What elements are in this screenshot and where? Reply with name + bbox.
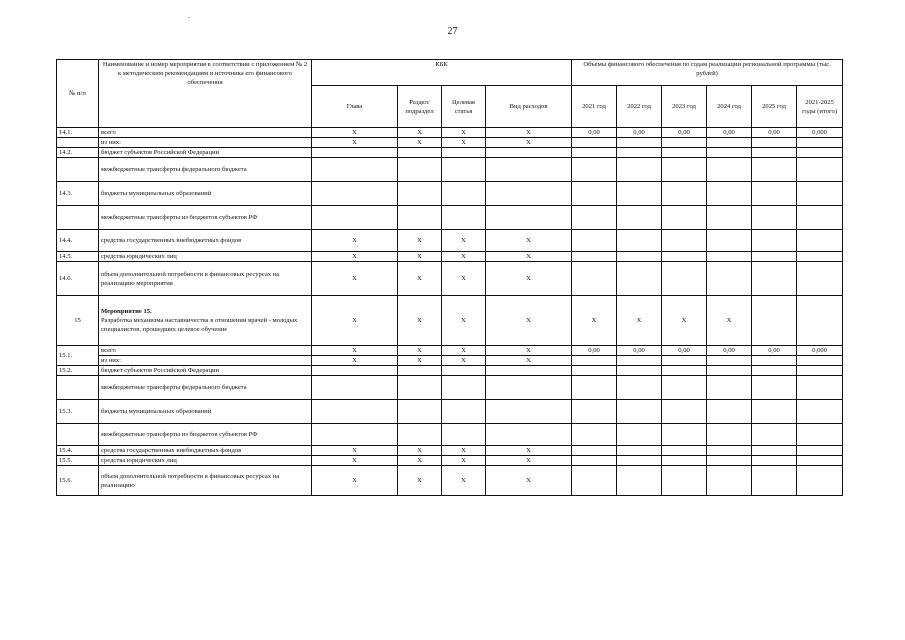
table-row <box>57 346 843 356</box>
cell-x: X <box>442 252 486 262</box>
cell-2025: 0,00 <box>752 128 797 138</box>
cell-x: X <box>572 296 617 346</box>
row-num: 14.5. <box>57 252 99 262</box>
cell-total: 0,000 <box>797 346 843 356</box>
cell-x: X <box>486 128 572 138</box>
header-2021: 2021 год <box>572 86 617 128</box>
row-name: всего <box>99 128 312 138</box>
cell-2023: 0,00 <box>662 128 707 138</box>
cell-x: X <box>486 466 572 496</box>
table-row <box>57 366 843 376</box>
cell-x: X <box>398 262 442 296</box>
row-name: бюджеты муниципальных образований <box>99 182 312 206</box>
cell-x: X <box>442 456 486 466</box>
page-number: 27 <box>447 26 458 37</box>
cell-x: X <box>312 356 398 366</box>
row-name: бюджеты муниципальных образований <box>99 400 312 424</box>
cell-2024: 0,00 <box>707 128 752 138</box>
row-name: межбюджетные трансферты из бюджетов субъектов РФ <box>99 424 312 446</box>
row-name: бюджет субъектов Российской Федерации <box>99 366 312 376</box>
header-2025: 2025 год <box>752 86 797 128</box>
header-2023: 2023 год <box>662 86 707 128</box>
cell-x: X <box>398 252 442 262</box>
cell-x: X <box>312 296 398 346</box>
table-row <box>57 400 843 424</box>
event-title: Мероприятие 15. <box>101 308 152 315</box>
row-num: 15.6. <box>57 466 99 496</box>
row-name: межбюджетные трансферты из бюджетов субъектов РФ <box>99 206 312 230</box>
table-row <box>57 424 843 446</box>
cell-2022: 0,00 <box>617 346 662 356</box>
header-statya: Целевая статья <box>442 86 486 128</box>
row-num: 15.3. <box>57 400 99 424</box>
row-num <box>57 158 99 182</box>
row-name: средства государственных внебюджетных фондов <box>99 230 312 252</box>
cell-x: X <box>312 346 398 356</box>
cell-x: X <box>486 252 572 262</box>
header-2024: 2024 год <box>707 86 752 128</box>
table-row <box>57 182 843 206</box>
cell-2023: 0,00 <box>662 346 707 356</box>
cell-x: X <box>442 296 486 346</box>
row-num: 14.4. <box>57 230 99 252</box>
cell-x: X <box>617 296 662 346</box>
funding-table <box>56 59 843 496</box>
table-row <box>57 296 843 346</box>
event-description: Разработка механизма наставничества в отношении врачей - молодых специалистов, прошедших целевое обучение <box>101 317 298 333</box>
row-num: 14.6. <box>57 262 99 296</box>
row-name: бюджет субъектов Российской Федерации <box>99 148 312 158</box>
cell-x: X <box>486 356 572 366</box>
header-razdel: Раздел/ подраздел <box>398 86 442 128</box>
row-name: объем дополнительной потребности в финансовых ресурсах на реализацию мероприятия <box>99 262 312 296</box>
cell-x: X <box>398 128 442 138</box>
row-name <box>99 296 312 346</box>
scan-speck <box>188 17 190 18</box>
cell-x: X <box>662 296 707 346</box>
cell-x: X <box>442 466 486 496</box>
cell-x: X <box>486 346 572 356</box>
row-num: 15.5. <box>57 456 99 466</box>
cell-x: X <box>312 466 398 496</box>
cell-x: X <box>442 262 486 296</box>
row-name: средства юридических лиц <box>99 252 312 262</box>
row-num: 15.1. <box>57 346 99 366</box>
cell-x: X <box>398 356 442 366</box>
table-row <box>57 376 843 400</box>
cell-2021: 0,00 <box>572 128 617 138</box>
row-name: всего <box>99 346 312 356</box>
header-row-1 <box>57 60 843 86</box>
header-glava: Глава <box>312 86 398 128</box>
cell-x: X <box>312 262 398 296</box>
row-name: из них: <box>99 356 312 366</box>
header-funding: Объемы финансового обеспечения по годам реализации региональной программы (тыс. рублей) <box>572 60 843 86</box>
row-name: средства государственных внебюджетных фондов <box>99 446 312 456</box>
cell-x: X <box>398 296 442 346</box>
cell-x: X <box>312 456 398 466</box>
cell-x: X <box>398 446 442 456</box>
cell-x: X <box>398 138 442 148</box>
header-total: 2021-2025 годы (итого) <box>797 86 843 128</box>
row-name: межбюджетные трансферты федерального бюджета <box>99 158 312 182</box>
row-num <box>57 424 99 446</box>
cell-2025: 0,00 <box>752 346 797 356</box>
cell-x: X <box>312 252 398 262</box>
cell-x: X <box>312 138 398 148</box>
row-num: 14.3. <box>57 182 99 206</box>
row-name: средства юридических лиц <box>99 456 312 466</box>
cell-x: X <box>486 446 572 456</box>
cell-x: X <box>398 456 442 466</box>
header-num: № п/п <box>57 60 99 128</box>
cell-x: X <box>442 356 486 366</box>
table-row <box>57 138 843 148</box>
cell-x: X <box>442 346 486 356</box>
row-num: 15.2. <box>57 366 99 376</box>
header-kbk: КБК <box>312 60 572 86</box>
table-row <box>57 158 843 182</box>
row-num: 15.4. <box>57 446 99 456</box>
cell-x: X <box>486 230 572 252</box>
header-2022: 2022 год <box>617 86 662 128</box>
cell-x: X <box>486 296 572 346</box>
table-row <box>57 466 843 496</box>
row-num <box>57 138 99 148</box>
row-num: 15 <box>57 296 99 346</box>
cell-x: X <box>398 230 442 252</box>
table-row <box>57 230 843 252</box>
row-num <box>57 206 99 230</box>
cell-2022: 0,00 <box>617 128 662 138</box>
row-name: из них: <box>99 138 312 148</box>
row-num: 14.2. <box>57 148 99 158</box>
cell-x: X <box>398 466 442 496</box>
row-name: межбюджетные трансферты федерального бюджета <box>99 376 312 400</box>
cell-x: X <box>707 296 752 346</box>
row-num: 14.1. <box>57 128 99 138</box>
table-row <box>57 128 843 138</box>
table-row <box>57 148 843 158</box>
cell-x: X <box>486 262 572 296</box>
cell-x: X <box>312 128 398 138</box>
cell-2024: 0,00 <box>707 346 752 356</box>
cell-2021: 0,00 <box>572 346 617 356</box>
cell-x: X <box>486 138 572 148</box>
cell-x: X <box>442 446 486 456</box>
row-name: объем дополнительной потребности в финансовых ресурсах на реализацию <box>99 466 312 496</box>
cell-x: X <box>312 230 398 252</box>
table-row <box>57 356 843 366</box>
cell-x: X <box>486 456 572 466</box>
cell-x: X <box>312 446 398 456</box>
cell-total: 0,000 <box>797 128 843 138</box>
table-row <box>57 262 843 296</box>
table-row <box>57 456 843 466</box>
cell-x: X <box>442 128 486 138</box>
table-row <box>57 446 843 456</box>
cell-x: X <box>398 346 442 356</box>
table-row <box>57 206 843 230</box>
header-vid: Вид расходов <box>486 86 572 128</box>
header-name: Наименование и номер мероприятия в соответствии с приложением № 2 к методическим рекомендациям и источника его финансового обеспечения <box>99 60 312 128</box>
cell-x: X <box>442 138 486 148</box>
table-row <box>57 252 843 262</box>
row-num <box>57 376 99 400</box>
cell-x: X <box>442 230 486 252</box>
